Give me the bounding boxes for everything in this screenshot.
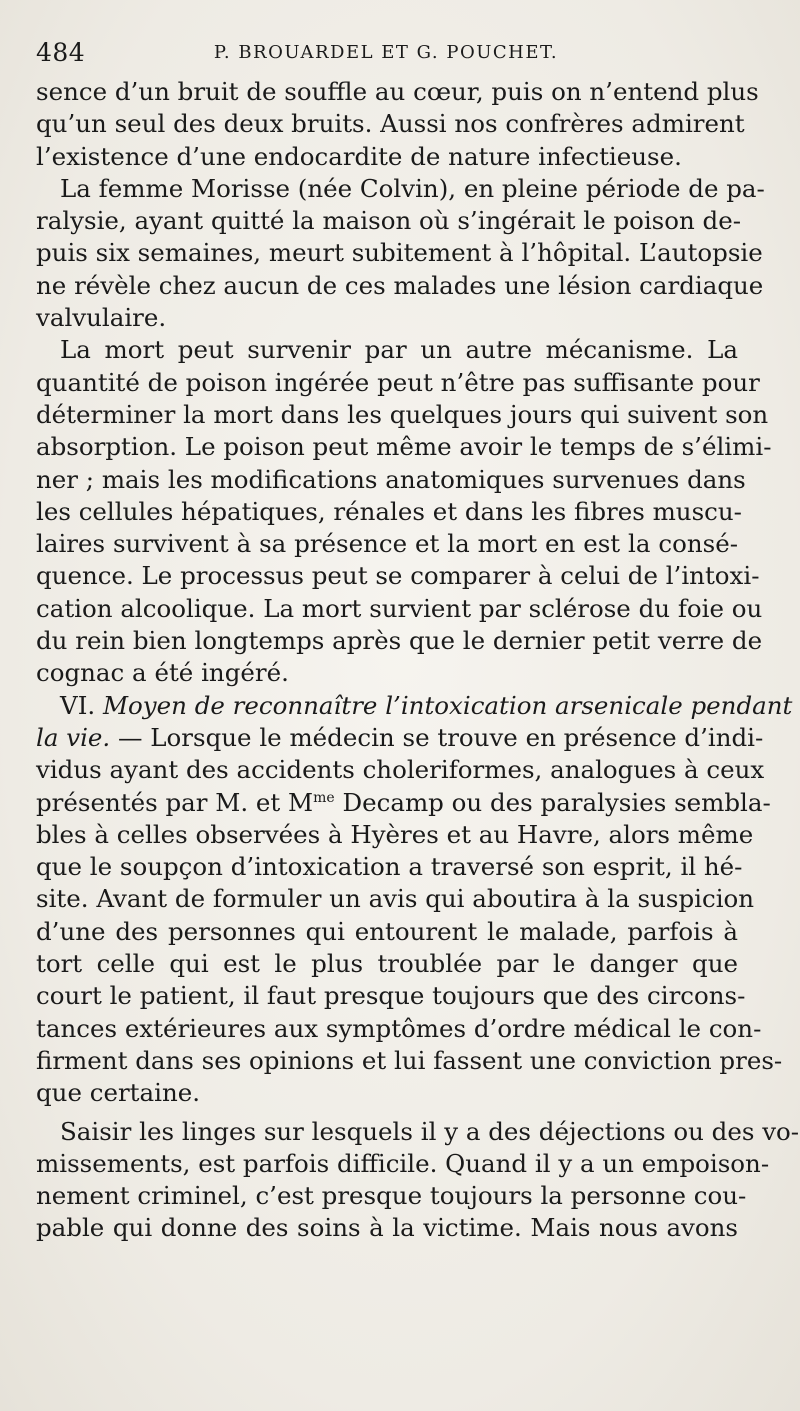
text-line: l’existence d’une endocardite de nature infectieuse. — [36, 141, 682, 171]
text-line: déterminer la mort dans les quelques jours qui suivent son — [36, 399, 769, 429]
text-line: puis six semaines, meurt subitement à l’hôpital. L’autopsie — [36, 238, 763, 268]
text-fragment: Decamp ou des paralysies sembla- — [334, 787, 771, 817]
section-number: VI. — [60, 690, 96, 720]
text-line: quantité de poison ingérée peut n’être pas suffisante pour — [36, 367, 760, 397]
text-line: tort celle qui est le plus troublée par le danger que — [36, 949, 738, 979]
text-line: qu’un seul des deux bruits. Aussi nos confrères admirent — [36, 109, 745, 139]
text-line: pable qui donne des soins à la victime. Mais nous avons — [36, 1213, 738, 1243]
text-line: les cellules hépatiques, rénales et dans les fibres muscu- — [36, 496, 742, 526]
section-title: Moyen de reconnaître l’intoxication arsenicale pendant — [102, 690, 793, 720]
superscript: me — [313, 789, 335, 806]
text-line: que certaine. — [36, 1078, 201, 1108]
page-number: 484 — [36, 38, 86, 67]
section-vi — [36, 690, 793, 1110]
text-line: absorption. Le poison peut même avoir le temps de s’élimi- — [36, 432, 772, 462]
text-line: vidus ayant des accidents choleriformes, analogues à ceux — [36, 755, 765, 785]
text-line: d’une des personnes qui entourent le malade, parfois à — [36, 916, 738, 946]
text-line: laires survivent à sa présence et la mort en est la consé- — [36, 529, 738, 559]
running-head: P. BROUARDEL ET G. POUCHET. — [213, 42, 559, 63]
section-heading-line-2 — [36, 722, 764, 754]
text-line: ne révèle chez aucun de ces malades une lésion cardiaque — [36, 270, 764, 300]
text-line: site. Avant de formuler un avis qui aboutira à la suspicion — [36, 884, 755, 914]
text-line: cation alcoolique. La mort survient par sclérose du foie ou — [36, 593, 763, 623]
page-header — [36, 30, 736, 70]
paragraph-linges — [36, 1116, 800, 1245]
text-line: tances extérieures aux symptômes d’ordre médical le con- — [36, 1013, 762, 1043]
text-line: sence d’un bruit de souffle au cœur, puis on n’entend plus — [36, 77, 759, 106]
text-line: missements, est parfois difficile. Quand il y a un empoison- — [36, 1148, 770, 1178]
paragraph-mecanisme — [36, 334, 772, 689]
section-title-end: la vie. — [36, 722, 111, 752]
text-line: que le soupçon d’intoxication a traversé son esprit, il hé- — [36, 852, 743, 882]
text-line: La mort peut survenir par un autre mécanisme. La — [60, 335, 738, 365]
section-heading-line — [36, 690, 793, 722]
text-line: cognac a été ingéré. — [36, 658, 289, 688]
text-line: Saisir les linges sur lesquels il y a des déjections ou des vo- — [60, 1116, 800, 1146]
text-line: firment dans ses opinions et lui fassent une conviction pres- — [36, 1045, 783, 1075]
text-line — [36, 787, 771, 819]
paragraph-morisse — [36, 173, 765, 334]
text-line: La femme Morisse (née Colvin), en pleine période de pa- — [60, 173, 765, 203]
text-line: quence. Le processus peut se comparer à celui de l’intoxi- — [36, 561, 760, 591]
text-fragment: présentés par M. et M — [36, 787, 314, 817]
text-line: ralysie, ayant quitté la maison où s’ingérait le poison de- — [36, 206, 742, 236]
text-line: ner ; mais les modifications anatomiques survenues dans — [36, 464, 746, 494]
text-line: nement criminel, c’est presque toujours la personne cou- — [36, 1181, 747, 1211]
body-text — [36, 76, 800, 1245]
text-line: du rein bien longtemps après que le dernier petit verre de — [36, 626, 763, 656]
paragraph-continuation — [36, 76, 759, 173]
text-fragment: — Lorsque le médecin se trouve en présence d’indi- — [110, 722, 764, 752]
text-line: bles à celles observées à Hyères et au Havre, alors même — [36, 819, 754, 849]
text-line: valvulaire. — [36, 303, 167, 333]
text-line: court le patient, il faut presque toujours que des circons- — [36, 981, 746, 1011]
